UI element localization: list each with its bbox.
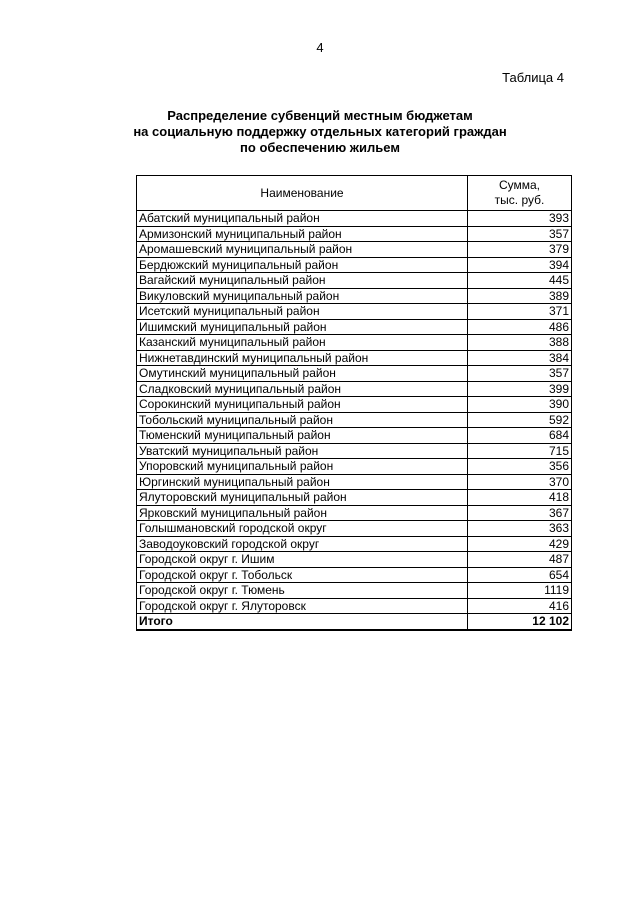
table-row bbox=[137, 366, 572, 382]
table-row bbox=[137, 598, 572, 614]
table-header-row bbox=[137, 176, 572, 211]
table-row bbox=[137, 335, 572, 351]
row-name: Сорокинский муниципальный район bbox=[137, 397, 468, 413]
table-row bbox=[137, 443, 572, 459]
row-name: Викуловский муниципальный район bbox=[137, 288, 468, 304]
table-row bbox=[137, 567, 572, 583]
table-row bbox=[137, 583, 572, 599]
row-name: Городской округ г. Тюмень bbox=[137, 583, 468, 599]
row-value: 388 bbox=[468, 335, 572, 351]
row-value: 487 bbox=[468, 552, 572, 568]
row-value: 370 bbox=[468, 474, 572, 490]
row-value: 394 bbox=[468, 257, 572, 273]
table-row bbox=[137, 319, 572, 335]
table-row bbox=[137, 288, 572, 304]
row-value: 684 bbox=[468, 428, 572, 444]
row-name: Упоровский муниципальный район bbox=[137, 459, 468, 475]
row-name: Казанский муниципальный район bbox=[137, 335, 468, 351]
row-value: 1119 bbox=[468, 583, 572, 599]
table-row bbox=[137, 536, 572, 552]
row-name: Ярковский муниципальный район bbox=[137, 505, 468, 521]
title-line: на социальную поддержку отдельных категорий граждан bbox=[133, 124, 507, 139]
total-label: Итого bbox=[137, 614, 468, 630]
table-row bbox=[137, 211, 572, 227]
row-name: Городской округ г. Тобольск bbox=[137, 567, 468, 583]
title-line: Распределение субвенций местным бюджетам bbox=[167, 108, 473, 123]
row-name: Армизонский муниципальный район bbox=[137, 226, 468, 242]
row-name: Юргинский муниципальный район bbox=[137, 474, 468, 490]
header-sum bbox=[468, 176, 572, 211]
document-title bbox=[0, 108, 640, 156]
table-row bbox=[137, 226, 572, 242]
table-label: Таблица 4 bbox=[502, 70, 564, 85]
row-name: Тюменский муниципальный район bbox=[137, 428, 468, 444]
row-name: Нижнетавдинский муниципальный район bbox=[137, 350, 468, 366]
table-row bbox=[137, 273, 572, 289]
title-line: по обеспечению жильем bbox=[240, 140, 400, 155]
table-row bbox=[137, 397, 572, 413]
row-value: 356 bbox=[468, 459, 572, 475]
row-name: Аромашевский муниципальный район bbox=[137, 242, 468, 258]
row-value: 379 bbox=[468, 242, 572, 258]
row-name: Заводоуковский городской округ bbox=[137, 536, 468, 552]
row-value: 429 bbox=[468, 536, 572, 552]
row-name: Тобольский муниципальный район bbox=[137, 412, 468, 428]
table-row bbox=[137, 490, 572, 506]
table-row bbox=[137, 505, 572, 521]
row-value: 357 bbox=[468, 226, 572, 242]
table-row bbox=[137, 381, 572, 397]
table-body bbox=[137, 211, 572, 630]
table-row bbox=[137, 242, 572, 258]
row-name: Вагайский муниципальный район bbox=[137, 273, 468, 289]
row-value: 371 bbox=[468, 304, 572, 320]
row-name: Уватский муниципальный район bbox=[137, 443, 468, 459]
row-name: Городской округ г. Ишим bbox=[137, 552, 468, 568]
subvention-table bbox=[136, 175, 572, 631]
row-name: Сладковский муниципальный район bbox=[137, 381, 468, 397]
row-value: 390 bbox=[468, 397, 572, 413]
header-sum-line1: Сумма, bbox=[498, 178, 541, 192]
row-value: 399 bbox=[468, 381, 572, 397]
row-value: 367 bbox=[468, 505, 572, 521]
table-row bbox=[137, 521, 572, 537]
table-row bbox=[137, 474, 572, 490]
row-value: 393 bbox=[468, 211, 572, 227]
row-name: Городской округ г. Ялуторовск bbox=[137, 598, 468, 614]
header-sum-line2: тыс. руб. bbox=[494, 193, 545, 207]
row-value: 416 bbox=[468, 598, 572, 614]
row-value: 363 bbox=[468, 521, 572, 537]
row-name: Ялуторовский муниципальный район bbox=[137, 490, 468, 506]
row-value: 418 bbox=[468, 490, 572, 506]
table-row bbox=[137, 304, 572, 320]
row-value: 592 bbox=[468, 412, 572, 428]
row-value: 715 bbox=[468, 443, 572, 459]
table-row bbox=[137, 350, 572, 366]
table-row bbox=[137, 412, 572, 428]
row-value: 654 bbox=[468, 567, 572, 583]
row-name: Омутинский муниципальный район bbox=[137, 366, 468, 382]
table-row bbox=[137, 552, 572, 568]
total-row bbox=[137, 614, 572, 630]
row-value: 486 bbox=[468, 319, 572, 335]
row-name: Ишимский муниципальный район bbox=[137, 319, 468, 335]
total-value: 12 102 bbox=[468, 614, 572, 630]
row-value: 389 bbox=[468, 288, 572, 304]
table-row bbox=[137, 257, 572, 273]
row-name: Абатский муниципальный район bbox=[137, 211, 468, 227]
row-name: Исетский муниципальный район bbox=[137, 304, 468, 320]
row-value: 384 bbox=[468, 350, 572, 366]
row-value: 445 bbox=[468, 273, 572, 289]
header-name: Наименование bbox=[137, 176, 468, 211]
table-row bbox=[137, 459, 572, 475]
row-value: 357 bbox=[468, 366, 572, 382]
table-row bbox=[137, 428, 572, 444]
row-name: Голышмановский городской округ bbox=[137, 521, 468, 537]
page-number: 4 bbox=[316, 40, 324, 55]
row-name: Бердюжский муниципальный район bbox=[137, 257, 468, 273]
